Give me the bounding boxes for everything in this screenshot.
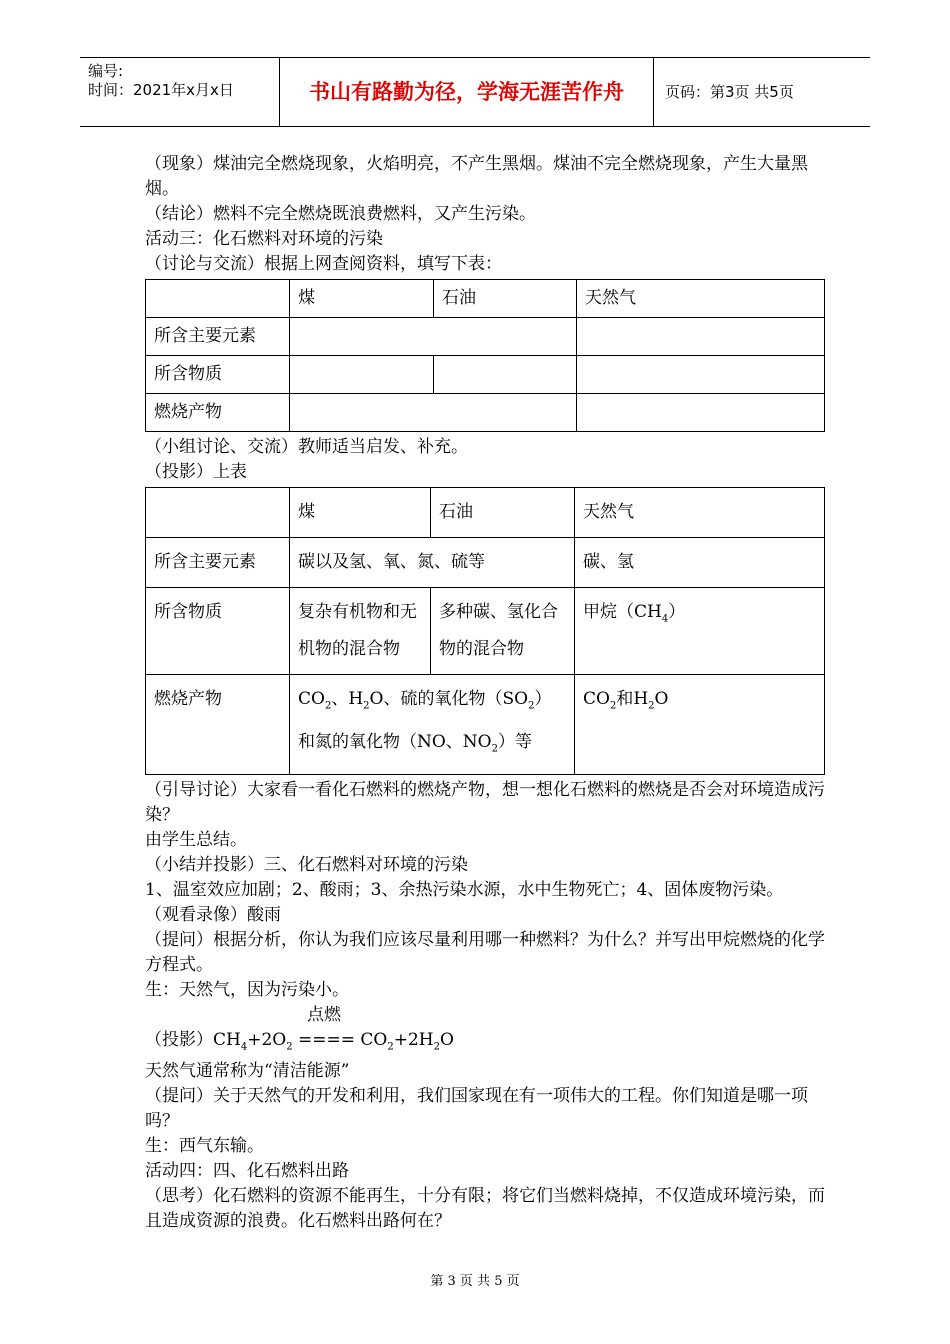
paragraph: （引导讨论）大家看一看化石燃料的燃烧产物，想一想化石燃料的燃烧是否会对环境造成污染？ [145,779,825,825]
table-cell[interactable] [577,394,825,432]
table-cell[interactable] [577,318,825,356]
table-cell[interactable] [290,356,434,394]
paragraph: （小组讨论、交流）教师适当启发、补充。 [145,437,468,457]
subscript: 4 [661,613,669,625]
row-label: 所含主要元素 [146,318,290,356]
cell-text: O [654,689,669,709]
paragraph: 生：天然气，因为污染小。 [145,979,349,1000]
cell-text: O、硫的氧化物（SO [369,689,529,709]
table-cell: 复杂有机物和无机物的混合物 [290,588,431,675]
page-footer: 第 3 页 共 5 页 [430,1274,520,1289]
header-page-label: 页码：第3页 共5页 [665,83,794,101]
table-header: 天然气 [577,280,825,318]
header-motto: 书山有路勤为径，学海无涯苦作舟 [280,58,654,126]
chemical-equation [145,1028,835,1059]
table-row [146,488,825,538]
table-cell[interactable] [290,318,577,356]
table-row [146,280,825,318]
row-label: 所含物质 [146,588,290,675]
blank-table [145,279,825,432]
table-cell[interactable] [290,394,577,432]
table-row [146,538,825,588]
table-header: 天然气 [575,488,825,538]
subscript: 2 [491,743,498,755]
cell-text: ）等 [498,732,532,753]
paragraph: （结论）燃料不完全燃烧既浪费燃料，又产生污染。 [145,204,536,224]
table-header: 石油 [434,280,577,318]
document-body [145,152,835,1234]
section-heading: 活动四：四、化石燃料出路 [145,1161,349,1182]
cell-text: 和H [616,689,649,709]
table-header: 煤 [290,488,431,538]
paragraph: 由学生总结。 [145,829,247,850]
paragraph: 天然气通常称为“清洁能源” [145,1061,350,1082]
cell-text: ）和氮的氧化物（NO、NO [298,689,552,753]
header-meta [80,58,280,126]
table-cell [146,488,290,538]
subscript: 2 [363,700,370,712]
equation-text: O [439,1029,454,1050]
subscript: 2 [286,1041,293,1053]
subscript: 2 [387,1041,394,1053]
table-cell: 多种碳、氢化合物的混合物 [431,588,575,675]
subscript: 2 [648,700,655,712]
row-label: 燃烧产物 [146,675,290,775]
paragraph: （提问）根据分析，你认为我们应该尽量利用哪一种燃料？为什么？并写出甲烷燃烧的化学方程式。 [145,929,825,975]
cell-text: ） [668,602,686,622]
table-cell [146,280,290,318]
cell-text: CO [298,689,325,709]
page-header [80,57,870,127]
section-heading: 活动三：化石燃料对环境的污染 [145,229,383,249]
equation-text: +2H [393,1029,434,1050]
row-label: 所含物质 [146,356,290,394]
reaction-condition: 点燃 [307,1004,341,1025]
subscript: 2 [609,700,617,712]
cell-text: 甲烷（CH [583,602,662,622]
subscript: 2 [528,700,535,712]
table-header: 煤 [290,280,434,318]
time-label: 时间：2021年x月x日 [88,81,234,99]
row-label: 燃烧产物 [146,394,290,432]
paragraph: 生：西气东输。 [145,1136,264,1157]
table-cell [575,588,825,675]
equation-text: （投影）CH [145,1029,241,1050]
subscript: 2 [433,1041,440,1053]
paragraph: （讨论与交流）根据上网查阅资料，填写下表： [145,254,502,274]
paragraph: （现象）煤油完全燃烧现象，火焰明亮，不产生黑烟。煤油不完全燃烧现象，产生大量黑烟。 [145,154,808,199]
paragraph: （小结并投影）三、化石燃料对环境的污染 [145,854,468,875]
table-header: 石油 [431,488,575,538]
equation-text: +2O [247,1029,287,1050]
table-cell: 碳、氢 [575,538,825,588]
equation-text: ==== CO [292,1029,388,1050]
paragraph: 1、温室效应加剧；2、酸雨；3、余热污染水源，水中生物死亡；4、固体废物污染。 [145,879,784,900]
paragraph: （观看录像）酸雨 [145,904,281,925]
table-row [146,394,825,432]
subscript: 4 [240,1041,248,1053]
table-row [146,588,825,675]
paragraph: （提问）关于天然气的开发和利用，我们国家现在有一项伟大的工程。你们知道是哪一项吗？ [145,1086,808,1132]
paragraph: （思考）化石燃料的资源不能再生，十分有限；将它们当燃料烧掉，不仅造成环境污染，而且造成资源的浪费。化石燃料出路何在？ [145,1186,825,1232]
table-row [146,675,825,775]
cell-text: CO [583,689,610,709]
table-cell: 碳以及氢、氧、氮、硫等 [290,538,575,588]
paragraph: （投影）上表 [145,462,247,482]
table-cell [575,675,825,775]
answer-table [145,487,825,775]
subscript: 2 [324,700,332,712]
table-row [146,318,825,356]
cell-text: 、H [331,689,364,709]
number-label: 编号: [88,62,124,80]
row-label: 所含主要元素 [146,538,290,588]
table-cell[interactable] [577,356,825,394]
table-cell[interactable] [434,356,577,394]
table-cell [290,675,575,775]
table-row [146,356,825,394]
